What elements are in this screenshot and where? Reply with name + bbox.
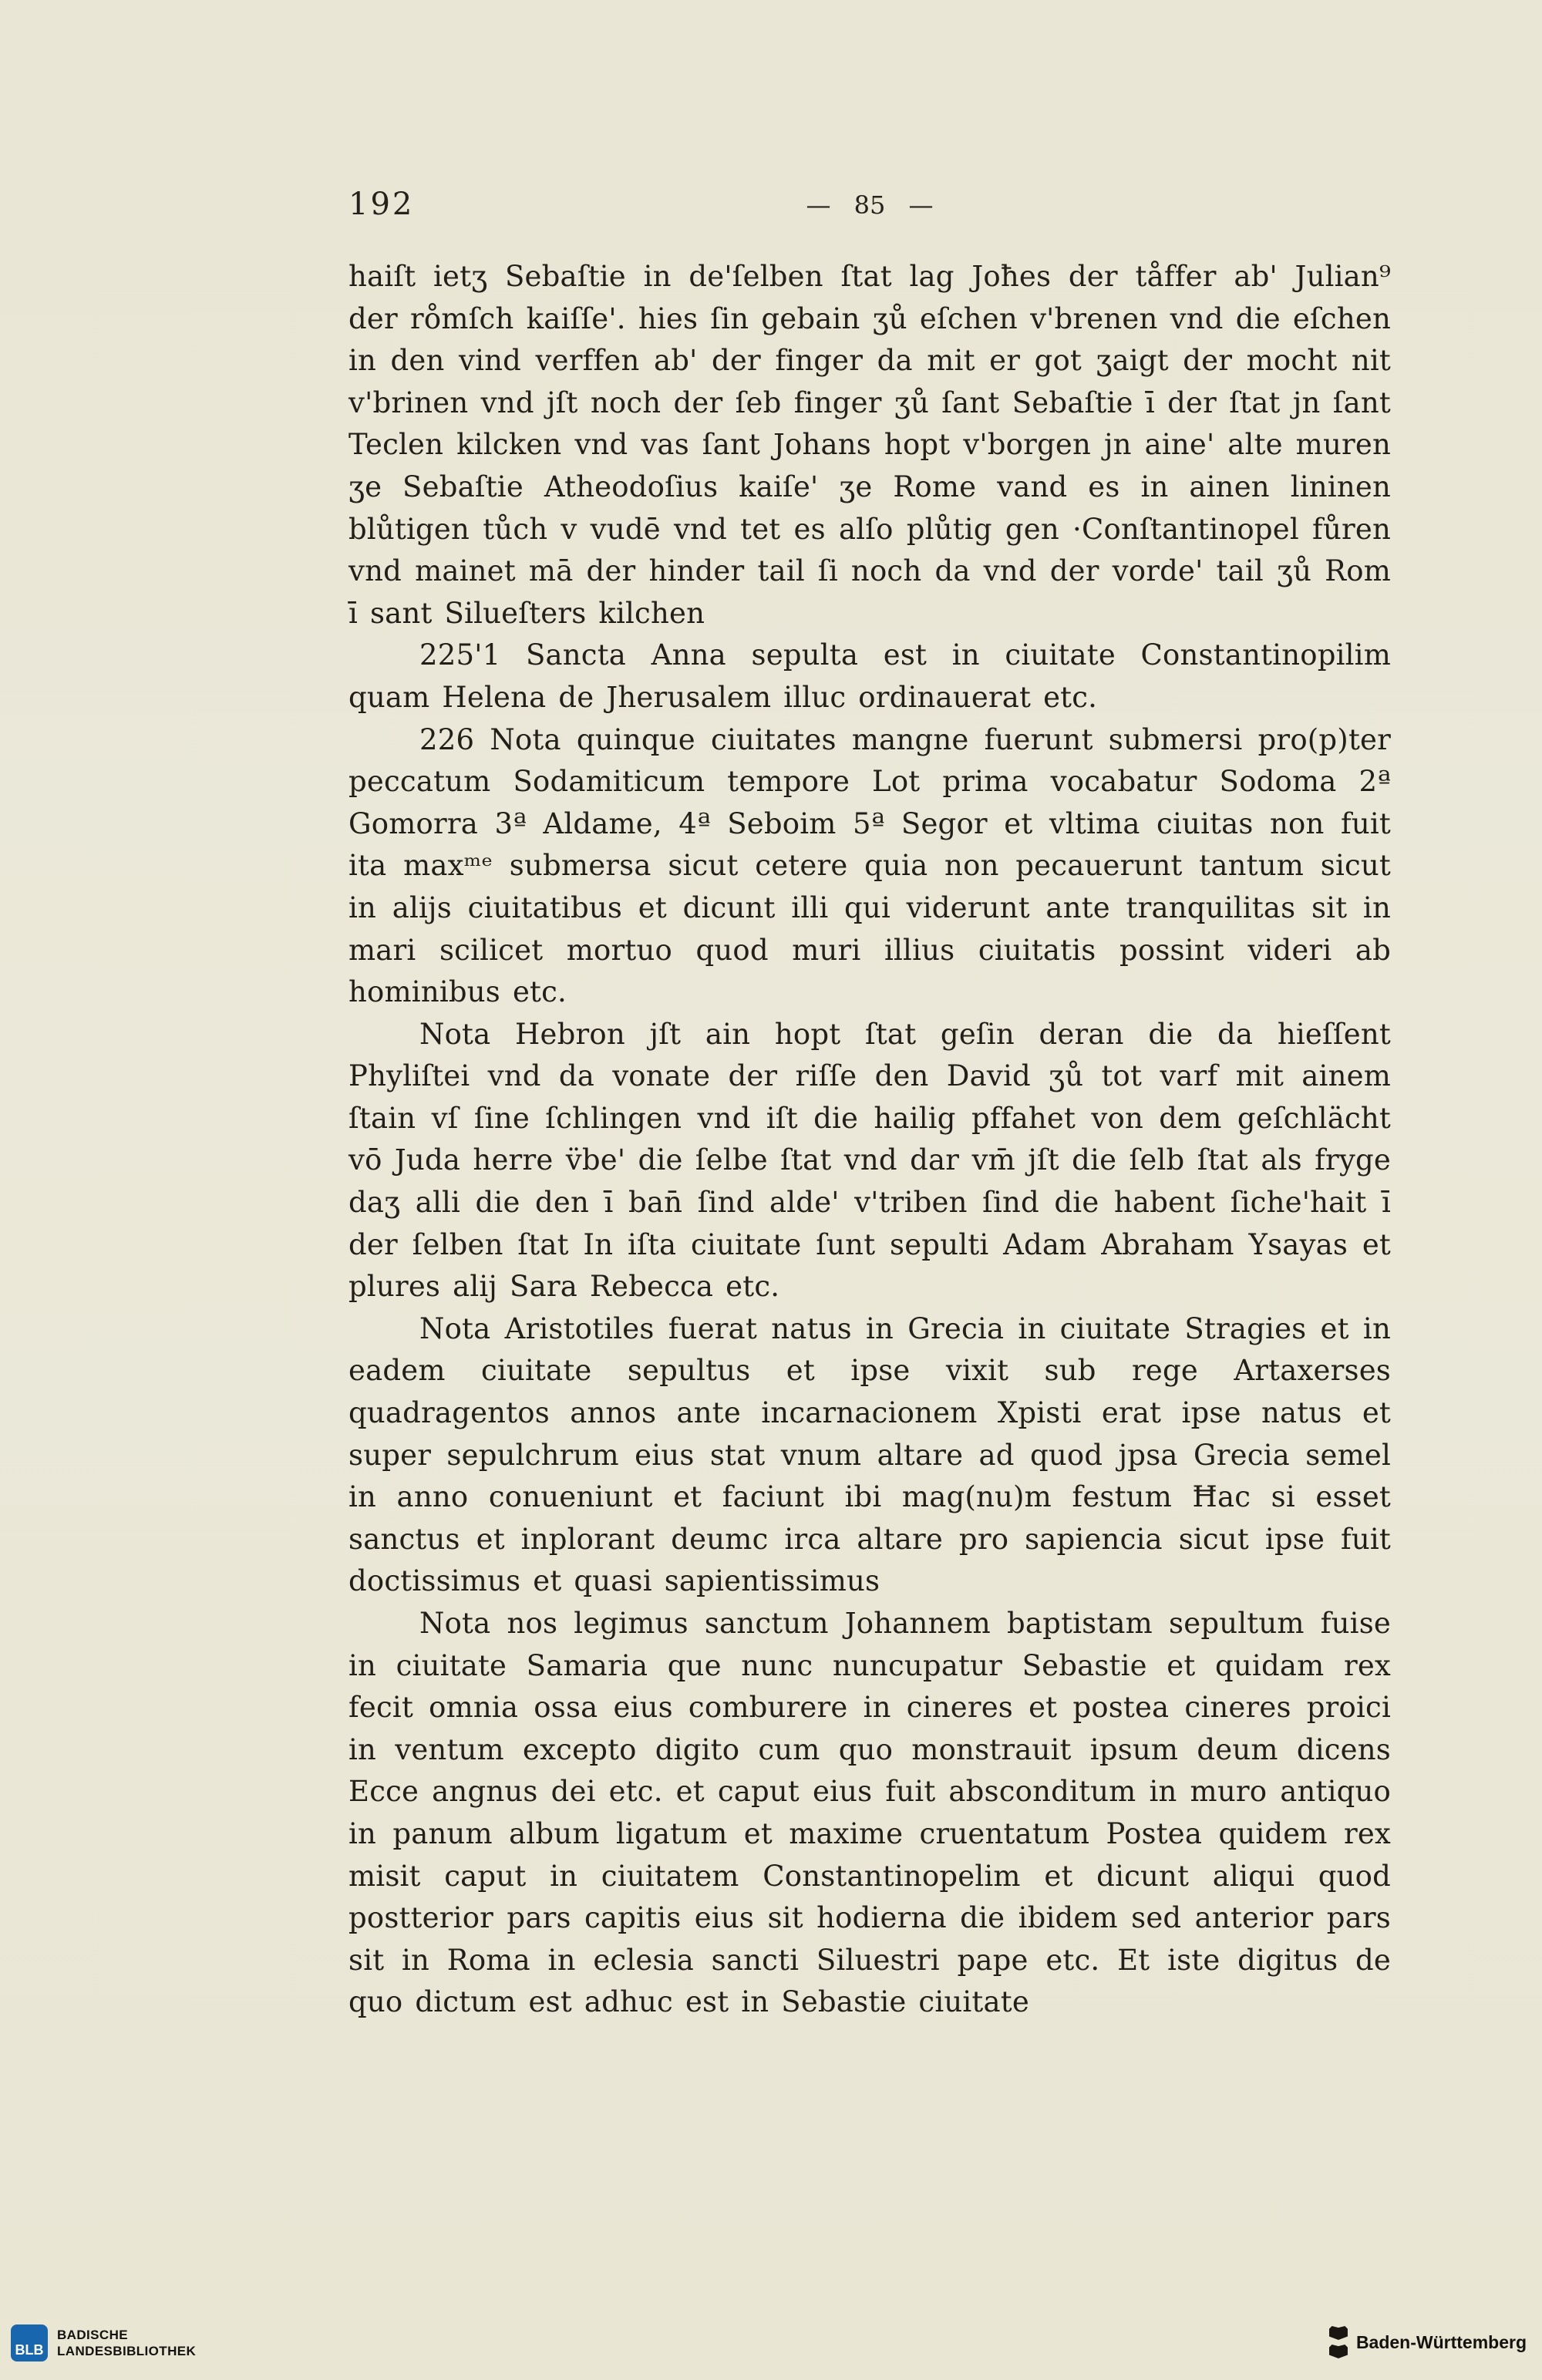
text-block [348,256,1391,2024]
paragraph-3: 226 Nota quinque ciuitates mangne fuerunt submersi pro(p)ter peccatum Sodamiticum tempore Lot prima vocabatur Sodoma 2ª Gomorra 3ª Aldame, 4ª Seboim 5ª Segor et vltima ciuitas non fuit ita maxᵐᵉ submersa sicut cetere quia non pecauerunt tantum sicut in alijs ciuitatibus et dicunt illi qui viderunt ante tranquilitas sit in mari scilicet mortuo quod muri illius ciuitatis possint videri ab hominibus etc. [348,722,1391,1009]
page-header [348,187,1391,225]
blb-logo-icon: BLB [11,2324,48,2361]
library-name-line1: BADISCHE [57,2328,128,2342]
coat-of-arms-top-icon [1329,2326,1348,2340]
region-label: Baden-Württemberg [1355,2331,1527,2352]
library-name [57,2327,196,2359]
coat-of-arms-bottom-icon [1329,2345,1348,2358]
paragraph-5: Nota Aristotiles fuerat natus in Grecia in ciuitate Stragies et in eadem ciuitate sepultus et ipse vixit sub rege Artaxerses quadragentos annos ante incarnacionem Xpisti erat ipse natus et super sepulchrum eius stat vnum altare ad quod jpsa Grecia semel in anno conueniunt et faciunt ibi mag(nu)m festum Ħac si esset sanctus et inplorant deumc irca altare pro sapiencia sicut ipse fuit doctissimus et quasi sapientissimus [348,1311,1391,1598]
paragraph-6: Nota nos legimus sanctum Johannem baptistam sepultum fuise in ciuitate Samaria que nunc nuncupatur Sebastie et quidam rex fecit omnia ossa eius comburere in cineres et postea cineres proici in ventum excepto digito cum quo monstrauit ipsum deum dicens Ecce angnus dei etc. et caput eius fuit absconditum in muro antiquo in panum album ligatum et maxime cruentatum Postea quidem rex misit caput in ciuitatem Constantinopelim et dicunt aliqui quod postterior pars capitis eius sit hodierna die ibidem sed anterior pars sit in Roma in eclesia sancti Siluestri pape etc. Et iste digitus de quo dictum est adhuc est in Sebastie ciuitate [348,1607,1391,2019]
coat-of-arms-icon [1328,2326,1348,2358]
paragraph-1: haiſt ietʒ Sebaſtie in de'ſelben ſtat lag Joħes der tåffer ab' Julian⁹ der ro̊mſch kaiſſe'. hies ſin gebain ʒů eſchen v'brenen vnd die eſchen in den vind verffen ab' der finger da mit er got ʒaigt der mocht nit v'brinen vnd jſt noch der ſeb finger ʒů ſant Sebaſtie ī der ſtat jn ſant Teclen kilcken vnd vas ſant Johans hopt v'borgen jn aine' alte muren ʒe Sebaſtie Atheodoſius kaiſe' ʒe Rome vand es in ainen lininen blůtigen tůch v vudē vnd tet es alſo plůtig gen ·Conſtantinopel fůren vnd mainet mā der hinder tail ſi noch da vnd der vorde' tail ʒů Rom ī sant Silueſters kilchen [348,260,1391,630]
paragraph-2: 225'1 Sancta Anna sepulta est in ciuitate Constantinopilim quam Helena de Jherusalem illuc ordinauerat etc. [348,638,1391,714]
library-name-line2: LANDESBIBLIOTHEK [57,2344,197,2358]
paragraph-4: Nota Hebron jſt ain hopt ſtat geſin deran die da hieſſent Phyliſtei vnd da vonate der riſſe den David ʒů tot varf mit ainem ſtain vſ ſine ſchlingen vnd iſt die hailig pffahet von dem geſchlächt vō Juda herre v̈be' die ſelbe ſtat vnd dar vm̄ jſt die ſelb ſtat als fryge daʒ alli die den ī ban̄ ſind alde' v'triben ſind die habent ſiche'hait ī der ſelben ſtat In iſta ciuitate ſunt sepulti Adam Abraham Ysayas et plures alij Sara Rebecca etc. [348,1017,1391,1304]
page-number: 192 [348,187,415,222]
library-watermark [11,2324,196,2361]
region-watermark [1328,2326,1527,2358]
folio-number: — 85 — [806,190,934,220]
